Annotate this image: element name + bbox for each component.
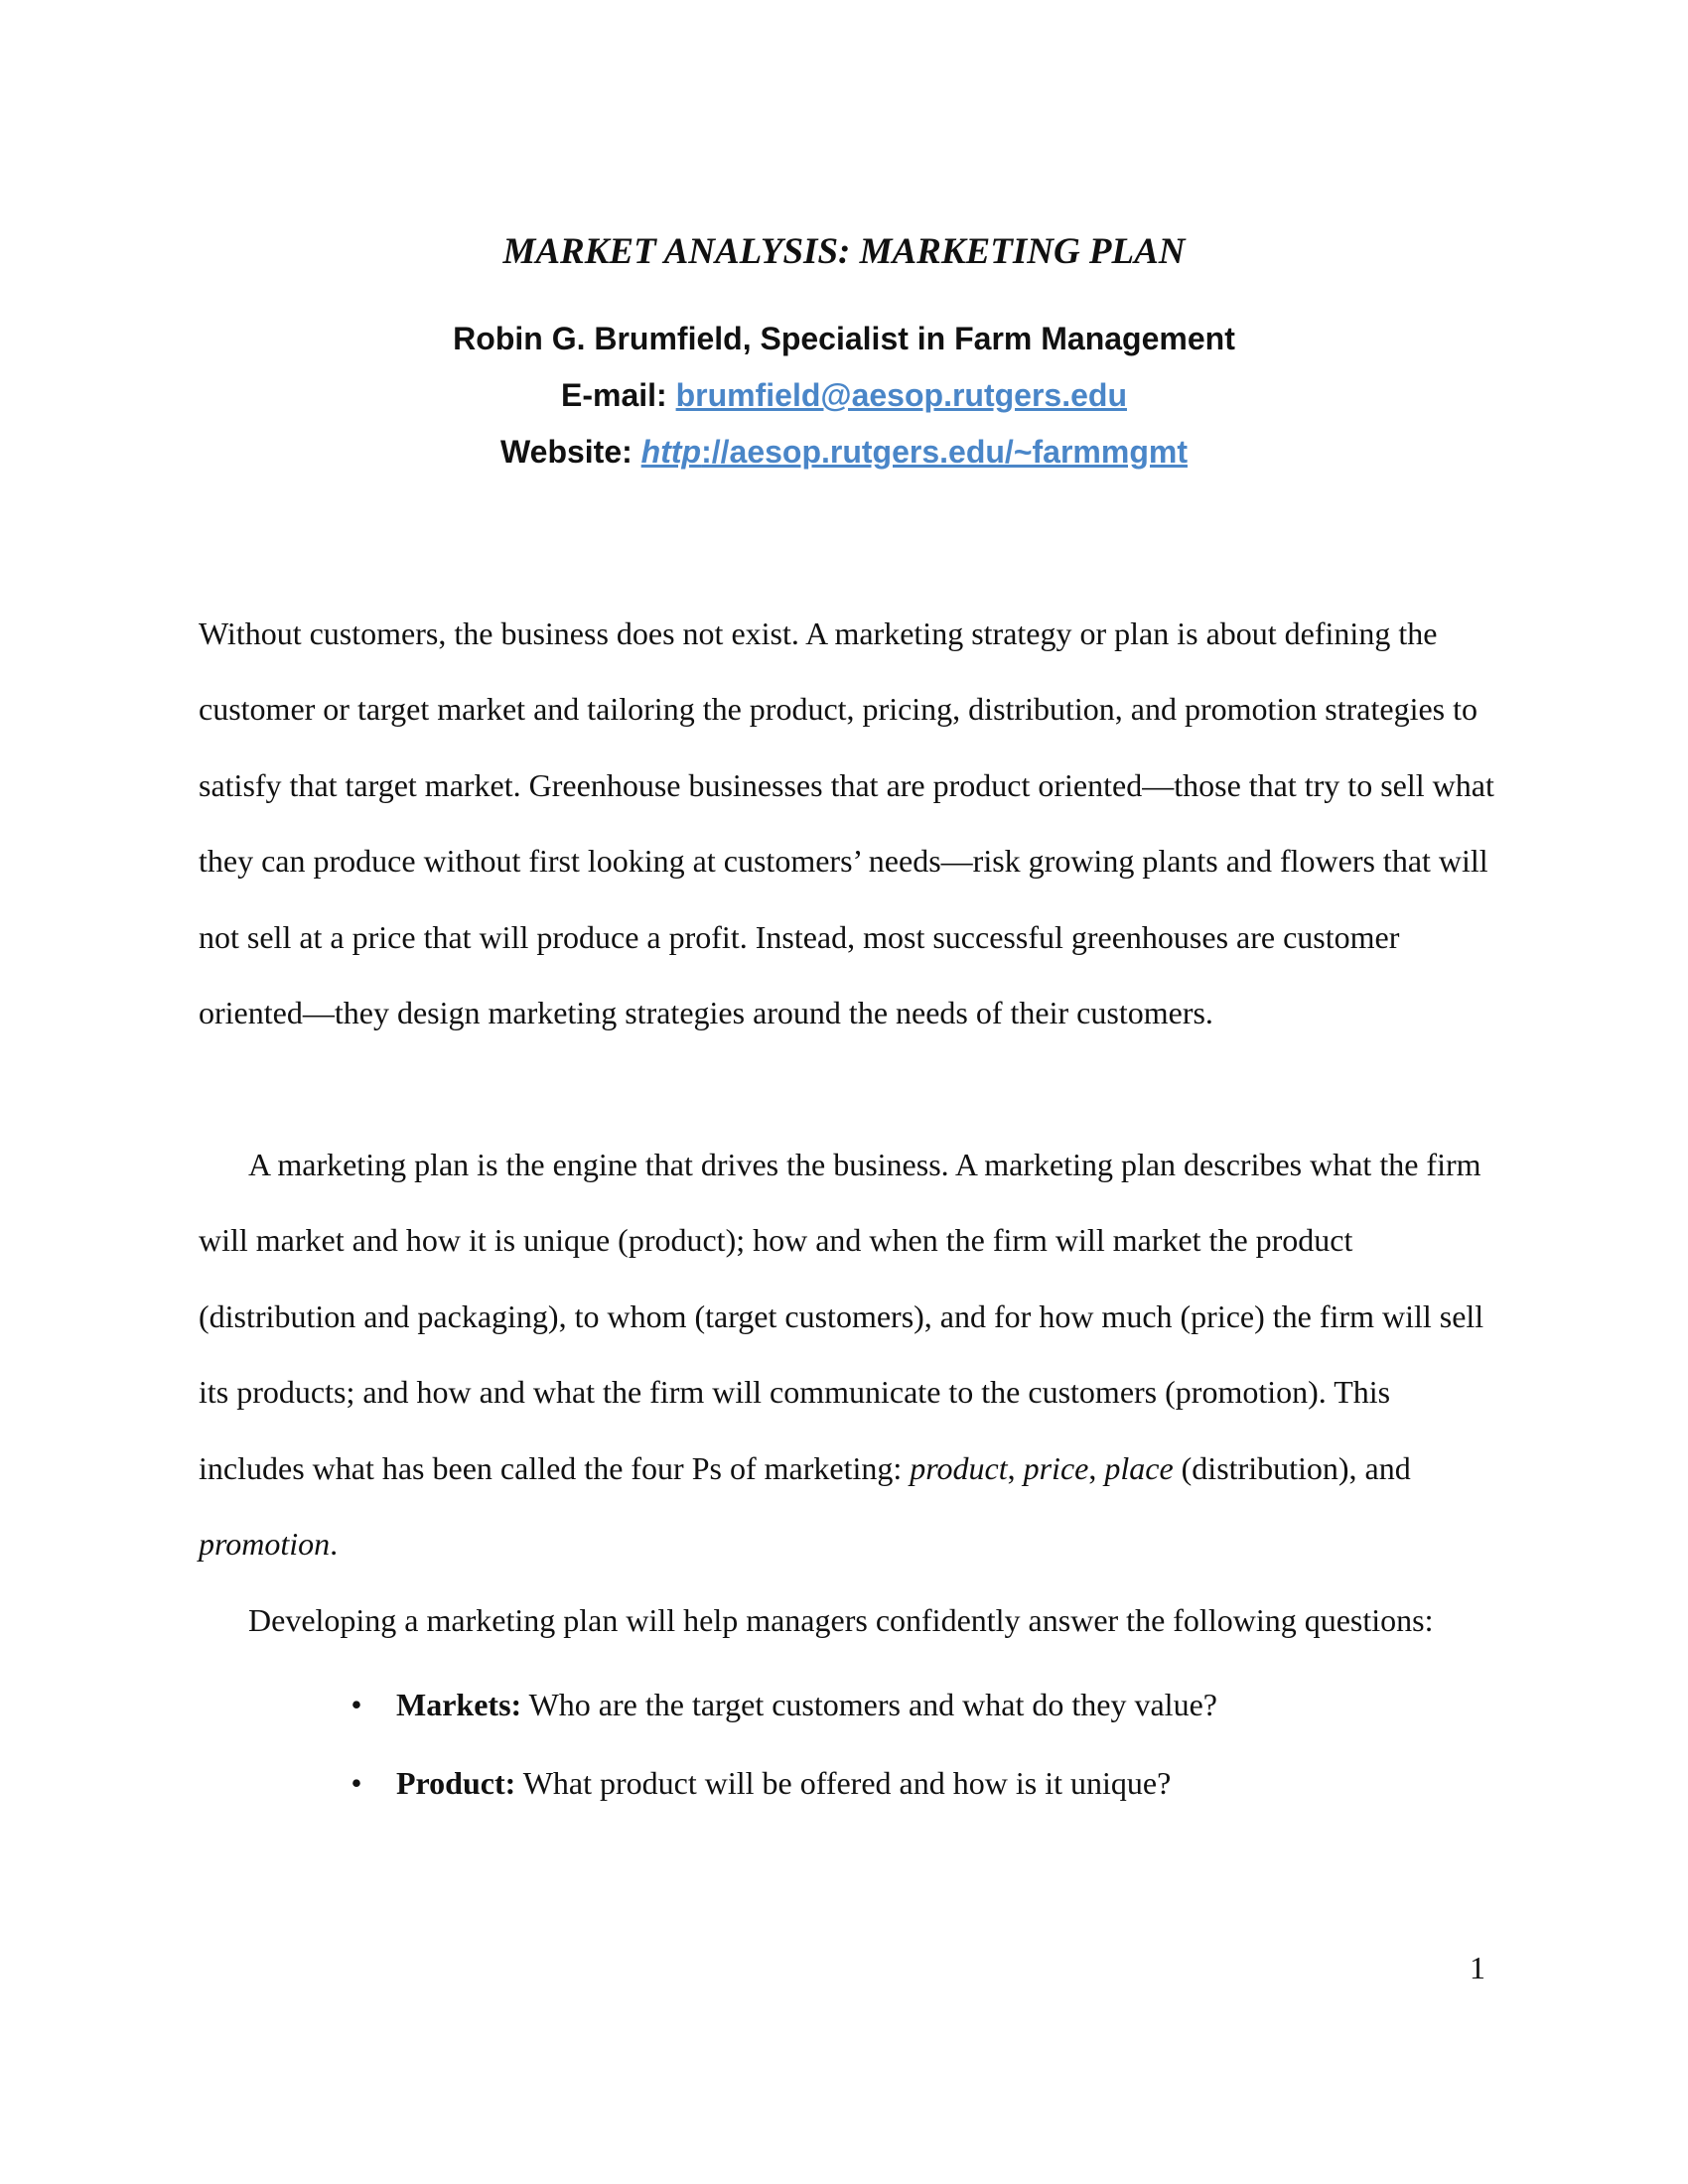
email-label: E-mail: bbox=[561, 377, 667, 413]
list-item bbox=[347, 1681, 1488, 1759]
paragraph-2-end: . bbox=[330, 1526, 339, 1563]
question-text: Who are the target customers and what do they value? bbox=[521, 1687, 1217, 1722]
paragraph-2-text-after-place: (distribution), and bbox=[1173, 1449, 1411, 1486]
paragraph-3-block bbox=[199, 1582, 1499, 1658]
paragraph-2 bbox=[199, 1127, 1499, 1581]
document-title: MARKET ANALYSIS: MARKETING PLAN bbox=[502, 231, 1186, 272]
paragraph-2-block bbox=[199, 1127, 1499, 1581]
questions-list bbox=[347, 1681, 1488, 1838]
term-price: price bbox=[1023, 1449, 1089, 1486]
author-line: Robin G. Brumfield, Specialist in Farm Management bbox=[453, 321, 1235, 356]
website-label: Website: bbox=[500, 434, 633, 470]
website-link[interactable] bbox=[641, 434, 1188, 470]
question-term: Markets: bbox=[396, 1687, 522, 1722]
list-item bbox=[347, 1759, 1488, 1838]
page-number: 1 bbox=[1470, 1950, 1485, 1985]
separator: , bbox=[1088, 1449, 1105, 1486]
bullet-icon: • bbox=[351, 1687, 362, 1722]
website-line bbox=[0, 431, 1688, 473]
email-link[interactable]: brumfield@aesop.rutgers.edu bbox=[675, 377, 1127, 413]
email-line bbox=[0, 374, 1688, 416]
question-term: Product: bbox=[396, 1765, 516, 1801]
bullet-icon: • bbox=[351, 1765, 362, 1801]
paragraph-3: Developing a marketing plan will help managers confidently answer the following questions: bbox=[248, 1602, 1434, 1638]
paragraph-1: Without customers, the business does not exist. A marketing strategy or plan is about defining the customer or target market and tailoring the product, pricing, distribution, and promotion strategies to satisfy that target market. Greenhouse businesses that are product oriented—those that try to sell what they can produce without first looking at customers’ needs—risk growing plants and flowers that will not sell at a price that will produce a profit. Instead, most successful greenhouses are customer oriented—they design marketing strategies around the needs of their customers. bbox=[199, 615, 1494, 1031]
paragraph-1-block bbox=[199, 596, 1499, 1050]
term-place: place bbox=[1104, 1449, 1174, 1486]
separator: , bbox=[1007, 1449, 1024, 1486]
website-path: ://aesop.rutgers.edu/~farmmgmt bbox=[701, 434, 1188, 470]
paragraph-2-text: A marketing plan is the engine that drives the business. A marketing plan describes what the firm will market and how it is unique (product); how and when the firm will market the product (distribution and packaging), to whom (target customers), and for how much (price) the firm will sell its products; and how and what the firm will communicate to the customers (promotion). This includes what has been called the four Ps of marketing: bbox=[199, 1147, 1484, 1486]
question-text: What product will be offered and how is it unique? bbox=[515, 1765, 1172, 1801]
term-product: product bbox=[910, 1449, 1008, 1486]
term-promotion: promotion bbox=[199, 1526, 331, 1563]
website-scheme: http bbox=[640, 434, 702, 470]
